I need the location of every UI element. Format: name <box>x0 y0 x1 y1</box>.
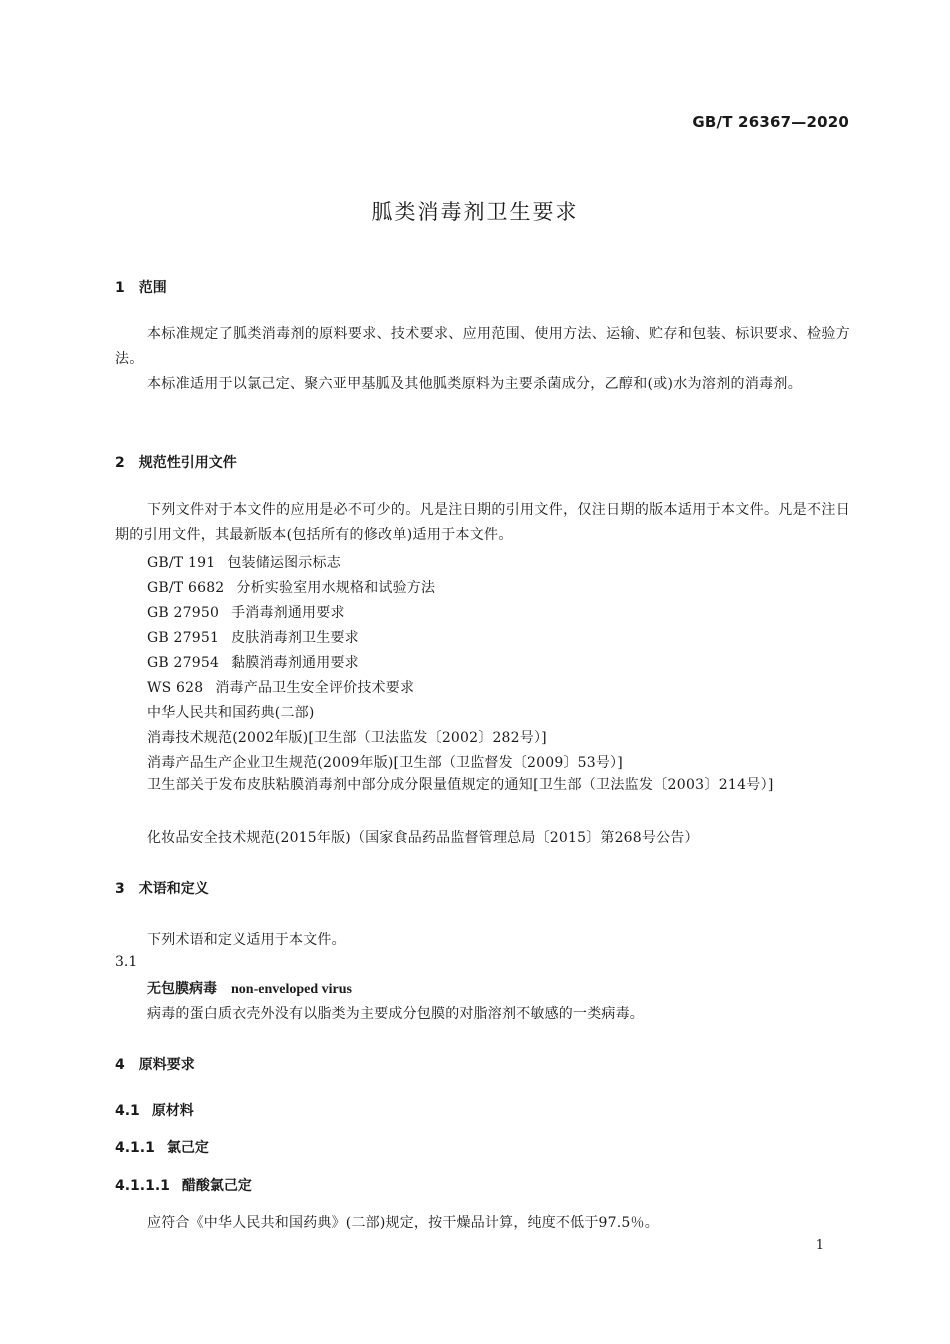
section-number: 2 <box>115 455 125 471</box>
section-4-heading <box>115 1054 195 1074</box>
reference-tech-spec: 消毒技术规范(2002年版)[卫生部（卫法监发〔2002〕282号）] <box>147 730 547 746</box>
reference-item <box>147 577 435 597</box>
acetate-requirement: 应符合《中华人民共和国药典》(二部)规定，按干燥品计算，纯度不低于97.5％。 <box>147 1215 659 1231</box>
section-title: 规范性引用文件 <box>138 455 237 471</box>
section-title: 原料要求 <box>138 1057 195 1073</box>
references-intro: 下列文件对于本文件的应用是必不可少的。凡是注日期的引用文件，仅注日期的版本适用于本文件。凡是不注日期的引用文件，其最新版本(包括所有的修改单)适用于本文件。 <box>115 502 850 543</box>
reference-code: WS 628 <box>147 680 204 696</box>
section-title: 术语和定义 <box>138 881 209 897</box>
section-2-heading <box>115 452 237 472</box>
scope-paragraph-1: 本标准规定了胍类消毒剂的原料要求、技术要求、应用范围、使用方法、运输、贮存和包装、标识要求、检验方法。 <box>115 326 850 367</box>
section-number: 4.1 <box>115 1103 140 1119</box>
reference-name: 皮肤消毒剂卫生要求 <box>231 630 359 646</box>
reference-item <box>147 627 359 647</box>
reference-code: GB 27951 <box>147 630 220 646</box>
reference-item <box>147 652 359 672</box>
reference-item <box>147 677 414 697</box>
term-definition: 病毒的蛋白质衣壳外没有以脂类为主要成分包膜的对脂溶剂不敏感的一类病毒。 <box>147 1006 644 1022</box>
reference-name: 分析实验室用水规格和试验方法 <box>236 580 436 596</box>
reference-pharmacopoeia: 中华人民共和国药典(二部) <box>147 705 315 721</box>
reference-name: 黏膜消毒剂通用要求 <box>231 655 359 671</box>
reference-code: GB 27954 <box>147 655 220 671</box>
term-zh: 无包膜病毒 <box>147 981 217 997</box>
standard-code: GB/T 26367—2020 <box>692 113 849 131</box>
section-4-1-1-1-heading <box>115 1175 252 1195</box>
section-4-1-1-heading <box>115 1137 209 1157</box>
term-heading <box>147 978 352 998</box>
term-number: 3.1 <box>115 954 138 970</box>
reference-name: 包装储运图示标志 <box>227 555 341 571</box>
reference-name: 消毒产品卫生安全评价技术要求 <box>215 680 415 696</box>
section-number: 1 <box>115 280 125 296</box>
section-4-1-heading <box>115 1100 194 1120</box>
reference-notice: 卫生部关于发布皮肤粘膜消毒剂中部分成分限量值规定的通知[卫生部（卫法监发〔2003〕214号）] <box>147 777 774 793</box>
terms-intro: 下列术语和定义适用于本文件。 <box>147 932 346 948</box>
reference-code: GB 27950 <box>147 605 220 621</box>
reference-enterprise-spec: 消毒产品生产企业卫生规范(2009年版)[卫生部（卫监督发〔2009〕53号）] <box>147 755 623 771</box>
section-title: 氯己定 <box>166 1140 209 1156</box>
reference-item <box>147 602 345 622</box>
reference-name: 手消毒剂通用要求 <box>231 605 345 621</box>
reference-code: GB/T 6682 <box>147 580 225 596</box>
section-number: 4 <box>115 1057 125 1073</box>
scope-paragraph-2: 本标准适用于以氯己定、聚六亚甲基胍及其他胍类原料为主要杀菌成分，乙醇和(或)水为溶剂的消毒剂。 <box>147 376 803 392</box>
document-title: 胍类消毒剂卫生要求 <box>371 200 579 224</box>
term-en: non-enveloped virus <box>231 982 352 997</box>
section-3-heading <box>115 878 209 898</box>
section-1-heading <box>115 277 167 297</box>
section-title: 醋酸氯己定 <box>181 1178 252 1194</box>
page-number: 1 <box>815 1238 824 1253</box>
reference-cosmetics-spec: 化妆品安全技术规范(2015年版)（国家食品药品监督管理总局〔2015〕第268号公告） <box>147 830 699 846</box>
reference-code: GB/T 191 <box>147 555 216 571</box>
section-number: 4.1.1 <box>115 1140 155 1156</box>
reference-item <box>147 552 341 572</box>
section-title: 原材料 <box>151 1103 194 1119</box>
section-title: 范围 <box>138 280 167 296</box>
section-number: 4.1.1.1 <box>115 1178 170 1194</box>
section-number: 3 <box>115 881 125 897</box>
